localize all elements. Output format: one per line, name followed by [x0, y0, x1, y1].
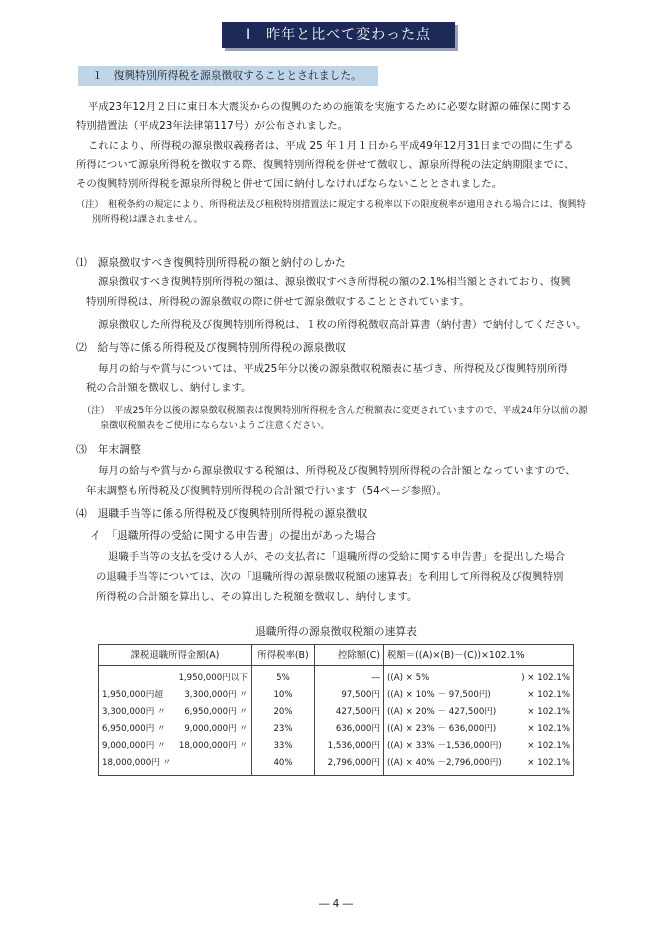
range-low: 1,950,000円超 — [102, 690, 163, 700]
deduction-cell: 2,796,000円 — [315, 755, 384, 776]
item-2-line-1: 毎月の給与や賞与については、平成25年分以後の源泉徴収税額表に基づき、所得税及び復興特別所得 — [98, 363, 568, 375]
formula-multiplier: × 102.1% — [527, 724, 570, 734]
formula-part: ((A) × 20% － 427,500円) — [387, 707, 497, 717]
formula-part: ((A) × 23% － 636,000円) — [387, 724, 497, 734]
rate-cell: 40% — [252, 755, 315, 776]
rate-cell: 10% — [252, 687, 315, 704]
table-row — [99, 704, 574, 721]
item-3-line-2: 年末調整も所得税及び復興特別所得税の合計額で行います（54ページ参照）。 — [86, 485, 448, 497]
intro-note-line-2: 別所得税は課されません。 — [92, 214, 203, 225]
item-4-subtitle: イ 「退職所得の受給に関する申告書」の提出があった場合 — [90, 529, 377, 542]
formula-multiplier: × 102.1% — [527, 758, 570, 768]
item-3-line-1: 毎月の給与や賞与から源泉徴収する税額は、所得税及び復興特別所得税の合計額となっていますので、 — [98, 465, 576, 477]
table-row — [99, 721, 574, 738]
formula-part: ((A) × 40% －2,796,000円) — [387, 758, 502, 768]
intro-paragraph-2-line-3: その復興特別所得税を源泉所得税と併せて国に納付しなければならないこととされました。 — [76, 178, 503, 190]
range-low: 9,000,000円 〃 — [102, 741, 166, 751]
formula-multiplier: × 102.1% — [527, 690, 570, 700]
range-high: 18,000,000円 〃 — [178, 741, 248, 751]
deduction-cell: ― — [315, 666, 384, 688]
item-1-line-1: 源泉徴収すべき復興特別所得税の額は、源泉徴収すべき所得税の額の2.1%相当額とされており、復興 — [98, 276, 571, 288]
intro-paragraph-1-line-2: 特別措置法（平成23年法律第117号）が公布されました。 — [76, 120, 349, 132]
column-header-rate: 所得税率(B) — [252, 645, 315, 666]
deduction-cell: 1,536,000円 — [315, 738, 384, 755]
range-low: 6,950,000円 〃 — [102, 724, 166, 734]
intro-paragraph-2-line-2: 所得について源泉所得税を徴収する際、復興特別所得税を併せて徴収し、源泉所得税の法定納期限までに、 — [76, 159, 575, 171]
item-3-title: ⑶ 年末調整 — [76, 443, 141, 456]
item-1-title: ⑴ 源泉徴収すべき復興特別所得税の額と納付のしかた — [76, 256, 346, 269]
page-number: ― 4 ― — [318, 898, 354, 910]
deduction-cell: 97,500円 — [315, 687, 384, 704]
item-2-line-2: 税の合計額を徴収し、納付します。 — [86, 382, 252, 394]
range-high: 3,300,000円 〃 — [184, 690, 248, 700]
formula-part: ((A) × 10% － 97,500円) — [387, 690, 491, 700]
range-high — [168, 755, 248, 772]
range-low — [102, 670, 160, 687]
item-4-line-1: 退職手当等の支払を受ける人が、その支払者に「退職所得の受給に関する申告書」を提出した場合 — [108, 551, 566, 563]
table-row — [99, 738, 574, 755]
rate-cell: 5% — [252, 666, 315, 688]
item-4-title: ⑷ 退職手当等に係る所得税及び復興特別所得税の源泉徴収 — [76, 507, 368, 520]
intro-paragraph-2-line-1: これにより、所得税の源泉徴収義務者は、平成 25 年１月１日から平成49年12月31日までの間に生ずる — [88, 140, 574, 152]
table-row — [99, 666, 574, 688]
item-4-line-3: 所得税の合計額を算出し、その算出した税額を徴収し、納付します。 — [96, 591, 418, 603]
deduction-cell: 427,500円 — [315, 704, 384, 721]
rate-cell: 20% — [252, 704, 315, 721]
range-high: 9,000,000円 〃 — [184, 724, 248, 734]
item-2-note-line-1: （注） 平成25年分以後の源泉徴収税額表は復興特別所得税を含んだ税額表に変更されていますので、平成24年分以前の源 — [82, 405, 588, 416]
deduction-cell: 636,000円 — [315, 721, 384, 738]
section-heading: １ 復興特別所得税を源泉徴収することとされました。 — [78, 66, 378, 86]
column-header-formula: 税額＝((A)×(B)－(C))×102.1% — [384, 645, 574, 666]
item-1-line-2: 特別所得税は、所得税の源泉徴収の際に併せて源泉徴収することとされています。 — [86, 296, 470, 308]
table-row — [99, 755, 574, 776]
range-high: 6,950,000円 〃 — [184, 707, 248, 717]
page-title: Ⅰ 昨年と比べて変わった点 — [222, 22, 455, 48]
intro-paragraph-1-line-1: 平成23年12月２日に東日本大震災からの復興のための施策を実施するために必要な財源の確保に関する — [88, 101, 572, 113]
withholding-tax-table — [98, 644, 574, 776]
item-2-note-line-2: 泉徴収税額表をご使用にならないようご注意ください。 — [100, 420, 330, 431]
intro-note-line-1: （注） 租税条約の規定により、所得税法及び租税特別措置法に規定する税率以下の限度税率が適用される場合には、復興特 — [76, 199, 586, 210]
table-row — [99, 687, 574, 704]
column-header-deduction: 控除額(C) — [315, 645, 384, 666]
item-1-line-3: 源泉徴収した所得税及び復興特別所得税は、１枚の所得税徴収高計算書（納付書）で納付してください。 — [98, 319, 587, 331]
range-low: 18,000,000円 〃 — [102, 758, 172, 768]
item-2-title: ⑵ 給与等に係る所得税及び復興特別所得税の源泉徴収 — [76, 341, 346, 354]
formula-part: ((A) × 33% －1,536,000円) — [387, 741, 502, 751]
item-4-line-2: の退職手当等については、次の「退職所得の源泉徴収税額の速算表」を利用して所得税及び復興特別 — [96, 571, 564, 583]
rate-cell: 33% — [252, 738, 315, 755]
formula-multiplier: ) × 102.1% — [521, 673, 570, 683]
range-high: 1,950,000円以下 — [178, 673, 248, 683]
range-low: 3,300,000円 〃 — [102, 707, 166, 717]
formula-multiplier: × 102.1% — [527, 741, 570, 751]
formula-multiplier: × 102.1% — [527, 707, 570, 717]
formula-part: ((A) × 5% — [387, 673, 430, 683]
column-header-income: 課税退職所得金額(A) — [99, 645, 252, 666]
table-title: 退職所得の源泉徴収税額の速算表 — [255, 625, 417, 638]
rate-cell: 23% — [252, 721, 315, 738]
